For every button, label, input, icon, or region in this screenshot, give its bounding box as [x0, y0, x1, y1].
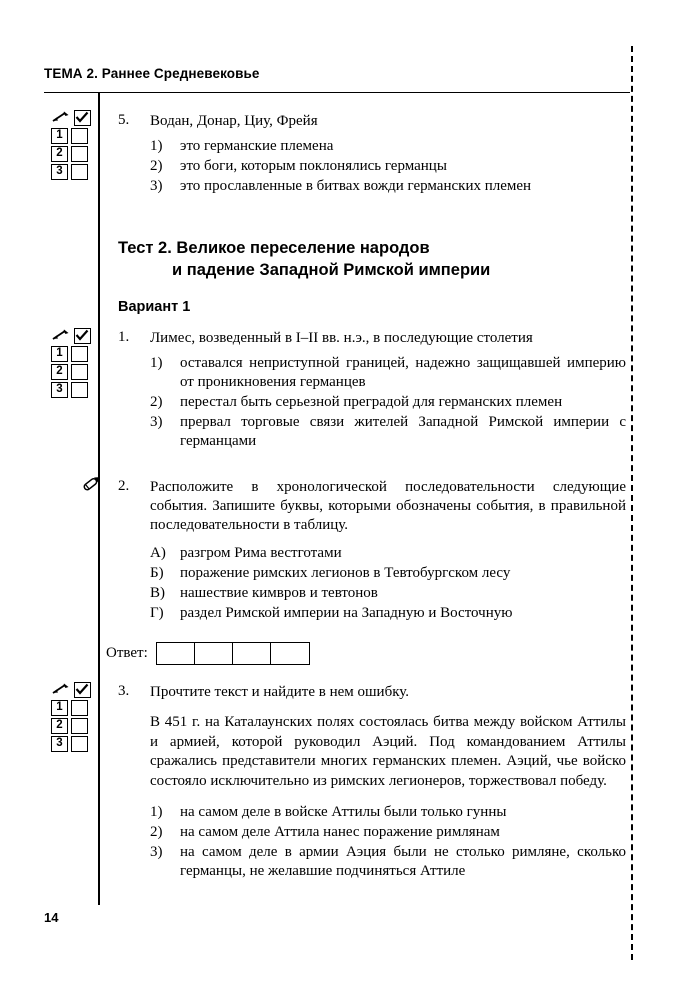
option-label: 1)	[150, 804, 163, 820]
option-item[interactable]	[150, 354, 626, 392]
checkmark-box[interactable]	[74, 110, 91, 126]
option-answer-box[interactable]	[71, 146, 88, 162]
option-label: 2)	[150, 824, 163, 840]
option-text: раздел Римской империи на Западную и Восточную	[180, 605, 513, 621]
option-item[interactable]	[150, 604, 626, 623]
pen-icon	[51, 682, 71, 698]
pen-icon	[51, 328, 71, 344]
option-text: на самом деле в армии Аэция были не столько римляне, сколько германцы, не желавшие подчиняться Аттиле	[180, 844, 626, 879]
option-text: это германские племена	[180, 138, 334, 154]
marker-row-option[interactable]	[51, 128, 97, 144]
option-number-box: 3	[51, 736, 68, 752]
option-list	[150, 354, 626, 451]
test-title-line2: и падение Западной Римской империи	[172, 261, 491, 279]
option-answer-box[interactable]	[71, 718, 88, 734]
header-rule	[44, 92, 630, 93]
option-answer-box[interactable]	[71, 700, 88, 716]
option-label: 1)	[150, 138, 163, 154]
answer-marker-q1[interactable]	[51, 328, 97, 398]
option-item[interactable]	[150, 823, 626, 842]
option-text: прервал торговые связи жителей Западной Римской империи с германцами	[180, 414, 626, 449]
marker-row-option[interactable]	[51, 364, 97, 380]
margin-divider-line	[98, 93, 100, 905]
question-stem: Лимес, возведенный в I–II вв. н.э., в последующие столетия	[150, 330, 533, 346]
page-number: 14	[44, 910, 59, 925]
question-number: 2.	[118, 478, 130, 494]
option-label: В)	[150, 585, 165, 601]
question-number: 5.	[118, 112, 130, 128]
question-1	[118, 329, 626, 452]
option-number-box: 2	[51, 718, 68, 734]
answer-marker-q2	[80, 473, 104, 493]
option-text: поражение римских легионов в Тевтобургском лесу	[180, 565, 511, 581]
marker-row-option[interactable]	[51, 382, 97, 398]
option-item[interactable]	[150, 584, 626, 603]
option-item[interactable]	[150, 843, 626, 881]
option-answer-box[interactable]	[71, 128, 88, 144]
marker-row-option[interactable]	[51, 164, 97, 180]
option-answer-box[interactable]	[71, 382, 88, 398]
answer-table[interactable]	[156, 642, 310, 665]
pencil-icon	[80, 480, 104, 497]
answer-cell[interactable]	[233, 643, 271, 664]
option-answer-box[interactable]	[71, 364, 88, 380]
question-number: 1.	[118, 329, 130, 345]
option-label: 3)	[150, 844, 163, 860]
option-list	[150, 137, 626, 196]
question-5	[118, 112, 626, 197]
dashed-cut-line	[631, 46, 633, 960]
running-head: ТЕМА 2. Раннее Средневековье	[44, 66, 260, 81]
marker-row-header	[51, 682, 97, 698]
test-title-line1: Тест 2. Великое переселение народов	[118, 239, 430, 257]
answer-cell[interactable]	[271, 643, 309, 664]
option-text: разгром Рима вестготами	[180, 545, 342, 561]
marker-row-option[interactable]	[51, 736, 97, 752]
option-item[interactable]	[150, 544, 626, 563]
variant-heading	[118, 299, 626, 315]
answer-label: Ответ:	[106, 645, 148, 661]
option-number-box: 1	[51, 346, 68, 362]
option-label: 2)	[150, 394, 163, 410]
option-text: это прославленные в битвах вожди германских племен	[180, 178, 532, 194]
option-label: 2)	[150, 158, 163, 174]
option-list	[150, 544, 626, 623]
question-stem: Расположите в хронологической последовательности следующие события. Запишите буквы, которыми обозначены события, в правильной последовательности в таблицу.	[150, 479, 626, 533]
option-item[interactable]	[150, 137, 626, 156]
question-2	[118, 478, 626, 624]
option-item[interactable]	[150, 393, 626, 412]
option-text: на самом деле в войске Аттилы были только гунны	[180, 804, 507, 820]
option-text: перестал быть серьезной преградой для германских племен	[180, 394, 563, 410]
marker-row-option[interactable]	[51, 700, 97, 716]
option-text: нашествие кимвров и тевтонов	[180, 585, 378, 601]
checkmark-box[interactable]	[74, 328, 91, 344]
marker-row-header	[51, 110, 97, 126]
question-passage: В 451 г. на Каталаунских полях состоялась битва между войском Аттилы и армией, которой руководил Аэций. Под командованием Аттилы сражались представители многих германских племен. Аэций, чье войско состояло исключительно из римских легионеров, торжествовал победу.	[150, 714, 626, 789]
option-item[interactable]	[150, 157, 626, 176]
option-item[interactable]	[150, 564, 626, 583]
variant-label: Вариант 1	[118, 299, 191, 315]
option-text: оставался неприступной границей, надежно защищавшей империю от проникновения германцев	[180, 355, 626, 390]
option-label: Г)	[150, 605, 164, 621]
option-label: А)	[150, 545, 166, 561]
question-number: 3.	[118, 683, 130, 699]
marker-row-header	[51, 328, 97, 344]
option-number-box: 1	[51, 128, 68, 144]
question-3	[118, 683, 626, 882]
option-text: на самом деле Аттила нанес поражение римлянам	[180, 824, 500, 840]
option-list	[150, 803, 626, 881]
marker-row-option[interactable]	[51, 346, 97, 362]
answer-cell[interactable]	[157, 643, 195, 664]
option-number-box: 3	[51, 382, 68, 398]
option-number-box: 3	[51, 164, 68, 180]
option-item[interactable]	[150, 413, 626, 451]
marker-row-option[interactable]	[51, 718, 97, 734]
option-label: Б)	[150, 565, 164, 581]
option-text: это боги, которым поклонялись германцы	[180, 158, 447, 174]
answer-marker-q5[interactable]	[51, 110, 97, 180]
option-answer-box[interactable]	[71, 346, 88, 362]
answer-marker-q3[interactable]	[51, 682, 97, 752]
marker-row-option[interactable]	[51, 146, 97, 162]
checkmark-box[interactable]	[74, 682, 91, 698]
option-item[interactable]	[150, 803, 626, 822]
option-label: 1)	[150, 355, 163, 371]
option-label: 3)	[150, 414, 163, 430]
option-label: 3)	[150, 178, 163, 194]
test-heading	[118, 237, 626, 281]
option-item[interactable]	[150, 177, 626, 196]
option-answer-box[interactable]	[71, 164, 88, 180]
question-stem: Прочтите текст и найдите в нем ошибку.	[150, 684, 410, 700]
answer-cell[interactable]	[195, 643, 233, 664]
test-title	[118, 237, 626, 281]
pen-icon	[51, 110, 71, 126]
question-stem: Водан, Донар, Циу, Фрейя	[150, 113, 318, 129]
option-answer-box[interactable]	[71, 736, 88, 752]
option-number-box: 2	[51, 146, 68, 162]
option-number-box: 2	[51, 364, 68, 380]
answer-row	[106, 642, 310, 665]
option-number-box: 1	[51, 700, 68, 716]
